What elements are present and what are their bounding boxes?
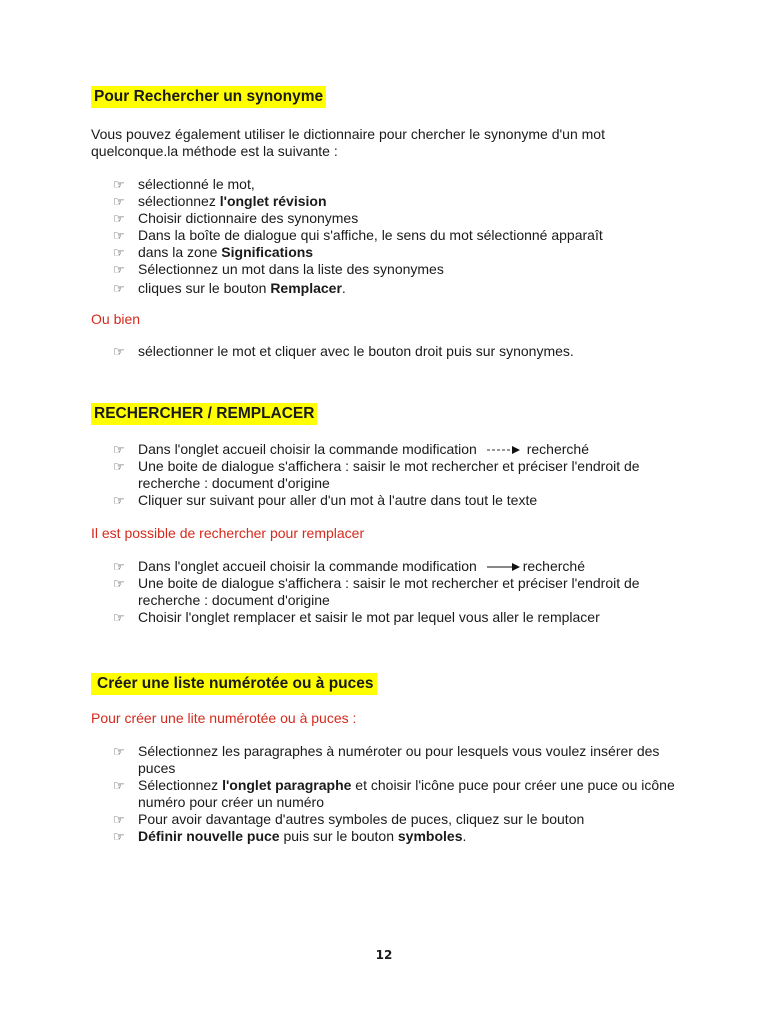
pointing-hand-icon: ☞ (113, 610, 125, 625)
pointing-hand-icon: ☞ (113, 559, 125, 574)
section-synonyme-heading-wrap (91, 86, 691, 108)
list-item: ☞ Définir nouvelle puce puis sur le bouton symboles. (113, 828, 467, 844)
pointing-hand-icon: ☞ (113, 344, 125, 359)
pointing-hand-icon: ☞ (113, 778, 125, 793)
section-remplacer-heading-wrap (91, 403, 691, 425)
page-number: 12 (375, 948, 393, 962)
remplacer-bullet-list-1 (113, 441, 693, 509)
list-item: ☞ Dans la boîte de dialogue qui s'affiche, le sens du mot sélectionné apparaît (113, 227, 603, 243)
list-item: ☞ Choisir dictionnaire des synonymes (113, 210, 359, 226)
pointing-hand-icon: ☞ (113, 812, 125, 827)
list-item: ☞ sélectionnez l'onglet révision (113, 193, 327, 209)
pointing-hand-icon: ☞ (113, 245, 125, 260)
list-item: ☞ Sélectionnez les paragraphes à numéroter ou pour lesquels vous voulez insérer des puces (113, 743, 660, 776)
pointing-hand-icon: ☞ (113, 493, 125, 508)
alt-label: Ou bien (91, 311, 141, 327)
pointing-hand-icon: ☞ (113, 211, 125, 226)
list-item: ☞ Une boite de dialogue s'affichera : saisir le mot rechercher et préciser l'endroit de recherche : document d'origine (113, 458, 640, 491)
pointing-hand-icon: ☞ (113, 177, 125, 192)
remplacer-bullet-list-2 (113, 558, 693, 626)
list-item: ☞ Une boite de dialogue s'affichera : saisir le mot rechercher et préciser l'endroit de recherche : document d'origine (113, 575, 640, 608)
list-item: ☞ dans la zone Significations (113, 244, 314, 260)
list-item: ☞ sélectionner le mot et cliquer avec le bouton droit puis sur synonymes. (113, 343, 574, 359)
list-item: ☞ Sélectionnez l'onglet paragraphe et choisir l'icône puce pour créer une puce ou icône numéro pour créer un numéro (113, 777, 675, 810)
section-heading: RECHERCHER / REMPLACER (91, 403, 317, 425)
list-item: ☞ Choisir l'onglet remplacer et saisir le mot par lequel vous aller le remplacer (113, 609, 600, 625)
liste-bullet-list (113, 743, 693, 845)
pointing-hand-icon: ☞ (113, 194, 125, 209)
dashed-arrow-icon (487, 445, 521, 455)
list-item: ☞ sélectionné le mot, (113, 176, 255, 192)
section-liste-heading-wrap (91, 673, 691, 695)
pointing-hand-icon: ☞ (113, 744, 125, 759)
pointing-hand-icon: ☞ (113, 829, 125, 844)
pointing-hand-icon: ☞ (113, 442, 125, 457)
list-item: ☞ cliques sur le bouton Remplacer. (113, 280, 346, 296)
list-item: ☞ Dans l'onglet accueil choisir la commande modification recherché (113, 558, 585, 574)
pointing-hand-icon: ☞ (113, 228, 125, 243)
section-heading: Pour Rechercher un synonyme (91, 86, 326, 108)
list-item: ☞ Cliquer sur suivant pour aller d'un mot à l'autre dans tout le texte (113, 492, 538, 508)
pointing-hand-icon: ☞ (113, 576, 125, 591)
intro-paragraph: Vous pouvez également utiliser le dictionnaire pour chercher le synonyme d'un mot quelconque.la méthode est la suivante : (91, 126, 605, 159)
pointing-hand-icon: ☞ (113, 459, 125, 474)
arrow-icon (487, 562, 521, 572)
list-item: ☞ Dans l'onglet accueil choisir la commande modification recherché (113, 441, 589, 457)
section-heading: Créer une liste numérotée ou à puces (91, 673, 377, 695)
pointing-hand-icon: ☞ (113, 281, 125, 296)
note-label: Il est possible de rechercher pour remplacer (91, 525, 365, 541)
list-item: ☞ Pour avoir davantage d'autres symboles de puces, cliquez sur le bouton (113, 811, 585, 827)
subtitle-label: Pour créer une lite numérotée ou à puces : (91, 710, 357, 726)
alt-bullet-list (113, 343, 693, 360)
list-item: ☞ Sélectionnez un mot dans la liste des synonymes (113, 261, 444, 277)
synonyme-bullet-list (113, 176, 693, 297)
pointing-hand-icon: ☞ (113, 262, 125, 277)
